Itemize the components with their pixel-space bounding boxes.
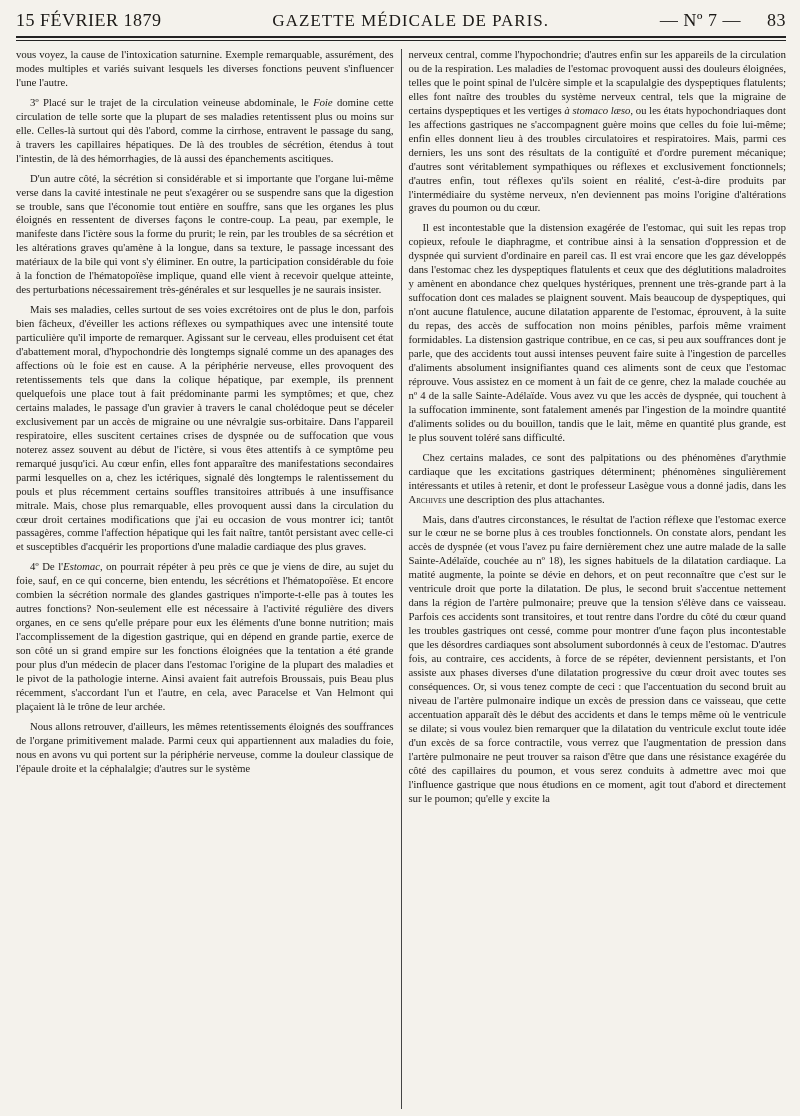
paragraph-text: , on pourrait répéter à peu près ce que je viens de dire, au sujet du foie, sauf, en ce qui concerne, bien entendu, les sécrétions et l'hématopoïèse. Et encore combien la sécrétion normale des glandes gastriques n'importe-t-elle pas à toutes les autres fonctions? Non-seulement elle est nécessaire à l'activité régulière des divers organes, en ce sens qu'elle prépare pour eux les éléments d'une bonne nutrition; mais l'accomplissement de la digestion gastrique, qui en dépend en grande partie, exerce de son côté un si grand empire sur les fonctions éloignées que la tentation a été grande pour plus d'un médecin de placer dans l'estomac l'origine de la plupart des maladies et le pivot de la pathologie interne. Ainsi avaient fait autrefois Broussais, puis Beau plus récemment, s'accordant l'un et l'autre, en cela, avec Paracelse et Van Helmont qui plaçaient là le trône de leur archée.: [16, 561, 394, 713]
paragraph-text: domine cette circulation de telle sorte que la plupart de ses maladies retentissent plus ou moins sur elle. Celles-là surtout qui dès l'abord, comme la cirrhose, entravent le passage du sang, à travers les capillaires hépatiques. De là des troubles de sécrétion, étendus à tout l'intestin, de là des hémorrhagies, de là aussi des épanchements ascitiques.: [16, 96, 394, 165]
paragraph: [16, 49, 394, 91]
small-caps-term: Archives: [408, 493, 447, 506]
masthead: [16, 10, 786, 36]
page-number: 83: [766, 10, 786, 30]
paragraph-lead: 4º De l': [30, 561, 64, 574]
paragraph: [409, 514, 787, 807]
columns: [16, 49, 786, 1109]
paragraph: [409, 222, 787, 445]
paragraph: [16, 97, 394, 167]
paragraph-lead: 3º Placé sur le trajet de la circulation veineuse abdominale, le: [30, 96, 314, 109]
paragraph-text: vous voyez, la cause de l'intoxication saturnine. Exemple remarquable, assurément, des modes multiples et variés suivant lesquels les diverses fonctions peuvent s'influencer l'une l'autre.: [16, 49, 394, 89]
issue-date: 15 FÉVRIER 1879: [16, 10, 162, 30]
italic-term: Foie: [313, 96, 333, 109]
paragraph: [16, 173, 394, 299]
paragraph: [409, 452, 787, 508]
header-rule: [16, 36, 786, 41]
paragraph-text: Mais ses maladies, celles surtout de ses voies excrétoires ont de plus le don, parfois bien fâcheux, d'éveiller les actions réflexes ou sympathiques avec une intensité toute particulière qu'il importe de remarquer. Agissant sur le cerveau, elles produisent cet état d'abattement moral, d'hypochondrie dès longtemps signalé comme un des apanages des affections où le foie est en cause. A la périphérie nerveuse, elles provoquent des retentissements tels que dans la colique hépatique, par exemple, ils prennent quelquefois une place tout à fait prédominante parmi les symptômes; et que, chez certains malades, le passage d'un gravier à travers le canal cholédoque peut se déceler exclusivement par un accès de migraine ou une névralgie sus-orbitaire. Dans l'appareil respiratoire, elles suscitent certaines crises de dyspnée ou de suffocation que vous noterez assez souvent au début de l'ictère, si vous êtes attentifs à ce symptôme peu remarqué jusqu'ici. Au cœur enfin, elles font apparaître des manifestations secondaires parmi lesquelles on a, chez les ictériques, signalé dès longtemps le ralentissement du pouls et plus récemment certains souffles transitoires attribués à une insuffisance mitrale. Mais, chose plus remarquable, elles provoquent aussi dans la circulation du cœur droit certaines modifications que j'ai eu occasion de vous montrer ici; tantôt passagères, comme l'affection hépatique qui les fait naître, tantôt persistant avec celle-ci et susceptibles d'acquérir les proportions d'une maladie cardiaque des plus graves.: [16, 304, 394, 554]
paragraph-text: D'un autre côté, la sécrétion si considérable et si importante que l'organe lui-même verse dans la cavité intestinale ne peut s'exagérer ou se suspendre sans que la digestion se trouble, sans que l'économie tout entière en souffre, sans que les organes les plus éloignés en ressentent de diverses façons le contre-coup. La peau, par exemple, le manifeste dans l'ictère sous la forme du prurit; le rein, par les troubles de sa sécrétion et les altérations graves qu'amène à la longue, dans sa texture, le passage incessant des matériaux de la bile qui vont s'y éliminer. En outre, la participation considérable du foie à la fonction de l'hématopoïèse implique, quand elle vient à recevoir quelque atteinte, des perturbations nécessairement très-générales et sur lesquelles je ne saurais insister.: [16, 172, 394, 297]
italic-term: à stomaco læso: [564, 104, 631, 117]
left-column: [16, 49, 401, 1109]
paragraph-lead: Chez certains malades, ce sont des palpitations ou des phénomènes d'arythmie cardiaque que les excitations gastriques déterminent; phénomènes singulièrement intéressants et utiles à retenir, et dont le professeur Lasègue vous a donné jadis, dans les: [408, 451, 786, 492]
paragraph-text: une description des plus attachantes.: [446, 493, 605, 506]
paragraph: [16, 721, 394, 777]
paragraph-lead: nerveux central, comme l'hypochondrie; d'autres enfin sur les appareils de la circulation ou de la respiration. Les maladies de l'estomac provoquent aussi des douleurs éloignées, telles que le point spinal de l'ulcère simple et la scapulalgie des dyspeptiques flatulents; elles font naître des troubles du système nerveux central, tels que la migraine de certains dyspeptiques et les vertiges: [408, 49, 786, 117]
paragraph: [16, 304, 394, 555]
right-column: [401, 49, 787, 1109]
italic-term: Estomac: [63, 561, 100, 574]
paragraph: [16, 561, 394, 714]
paragraph-text: Mais, dans d'autres circonstances, le résultat de l'action réflexe que l'estomac exerce sur le cœur ne se borne plus à ces troubles fonctionnels. On constate alors, pendant les accès de dyspnée (et vous l'avez pu faire dernièrement chez une autre malade de la salle Sainte-Adélaïde, couchée au nº 18), les signes habituels de la dilatation cardiaque. La matité augmente, la pointe se dévie en dehors, et on peut reconnaître que c'est sur le ventricule droit que porte la dilatation. De plus, le second bruit s'accentue nettement dans la région de l'artère pulmonaire; preuve que la tension s'élève dans ce vaisseau. Parfois ces accidents sont transitoires, et tout rentre dans l'ordre du côté du cœur quand les troubles gastriques ont cessé, comme pour montrer d'une façon plus incontestable que les désordres cardiaques sont absolument subordonnés à ceux de l'estomac. D'autres fois, au contraire, ces accidents, à force de se répéter, deviennent persistants, et l'on assiste aux phases diverses d'une dilatation progressive du cœur droit avec toutes ses conséquences. Or, si vous tenez compte de ceci : que l'accentuation du second bruit au niveau de l'artère pulmonaire indique un excès de pression dans ce vaisseau, que cette accentuation apparaît dès le début des accidents et dans le temps même où le ventricule se dilate; si vous voulez bien remarquer que la dilatation du ventricule exclut toute idée d'un excès de sa force contractile, vous verrez que l'augmentation de pression dans l'artère pulmonaire ne peut trouver sa raison d'être que dans une résistance exagérée du côté des capillaires du poumon, et vous serez conduits à admettre avec moi que l'influence gastrique que nous étudions en ce moment, agit tout d'abord et directement sur le poumon; qu'elle y excite la: [408, 513, 786, 805]
issue-info: [660, 10, 786, 31]
paragraph-text: Il est incontestable que la distension exagérée de l'estomac, qui suit les repas trop copieux, refoule le diaphragme, et contribue ainsi à la sensation d'oppression et de dyspnée qui survient d'ordinaire en pareil cas. Il est vrai encore que les gaz développés dans l'estomac chez les dyspeptiques flatulents et ceux que des déglutitions maladroites y amènent en abondance chez quelques hystériques, prennent une très-grande part à la suffocation dont ces malades se plaignent souvent. Mais beaucoup de dyspeptiques, qui n'ont aucune flatulence, aucune dilatation apparente de l'estomac, éprouvent, à la suite du repas, des accès de suffocation non moins pénibles, parfois même vraiment formidables. La distension gastrique contribue, en ce cas, si peu aux souffrances dont je parle, que des accidents tout aussi intenses peuvent faire suite à l'ingestion de parcelles d'aliments absolument insignifiantes quand ces aliments sont de ceux que l'estomac réprouve. Vous assistez en ce moment à un fait de ce genre, chez la malade couchée au nº 4 de la salle Sainte-Adélaïde. Vous avez vu que les accès de dyspnée, qui touchent à la suffocation imminente, sont fatalement amenés par l'ingestion de la moindre quantité d'aliments solides ou du bouillon, tandis que le lait, même en quantité plus grande, est le plus souvent toléré sans difficulté.: [408, 222, 786, 444]
paragraph-text: Nous allons retrouver, d'ailleurs, les mêmes retentissements éloignés des souffrances de l'organe primitivement malade. Parmi ceux qui appartiennent aux maladies du foie, nous en avons vu qui portent sur la périphérie nerveuse, comme la douleur classique de l'épaule droite et la céphalalgie; d'autres sur le système: [16, 720, 394, 775]
paragraph: [409, 49, 787, 216]
journal-title: GAZETTE MÉDICALE DE PARIS.: [272, 11, 549, 30]
paragraph-text: , ou les états hypochondriaques dont les affections gastriques ne s'accompagnent guère moins que celles du foie lui-même; enfin elles donnent lieu à des troubles circulatoires et respiratoires. Mais, parmi ces derniers, les uns sont des résultats de la contiguïté et d'ordre purement mécanique; d'autres sont véritablement sympathiques ou réflexes et exclusivement fonctionnels; d'autres enfin, tout réflexes qu'ils soient en réalité, c'est-à-dire produits par l'intermédiaire du système nerveux, n'en deviennent pas moins l'origine d'altérations graves du poumon ou du cœur.: [408, 104, 786, 215]
issue-number: — Nº 7 —: [659, 10, 741, 30]
